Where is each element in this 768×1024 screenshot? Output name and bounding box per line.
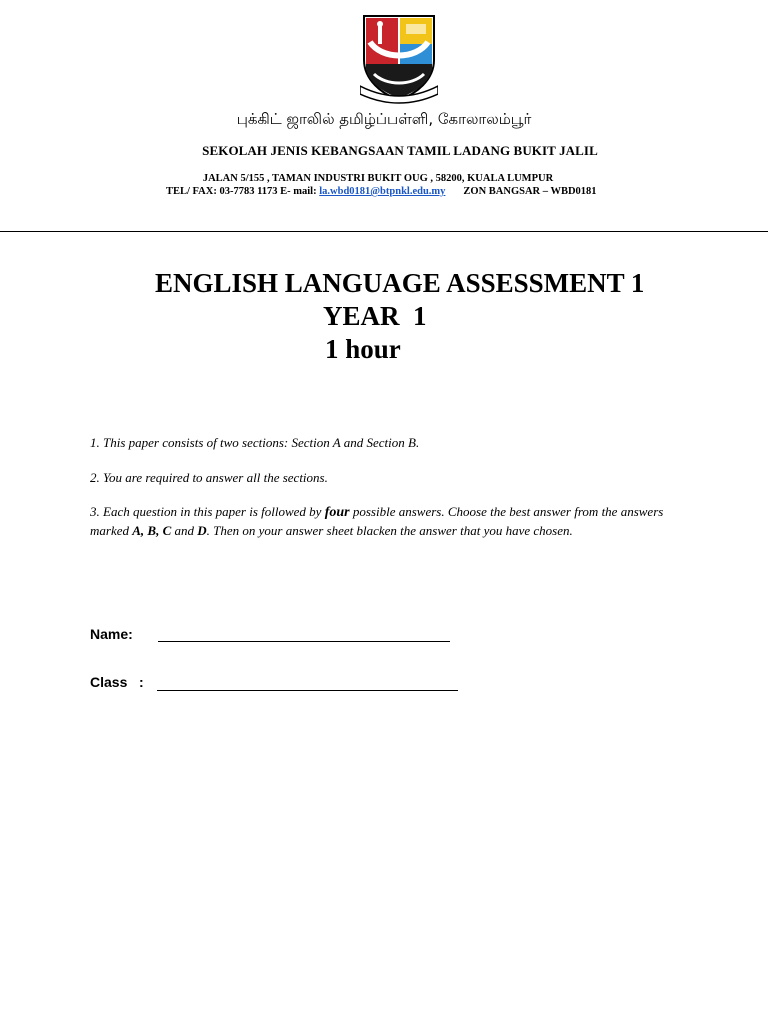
assessment-year: YEAR 1: [323, 301, 427, 331]
school-address: JALAN 5/155 , TAMAN INDUSTRI BUKIT OUG , 58200, KUALA LUMPUR: [202, 173, 554, 184]
instruction-1: 1. This paper consists of two sections: Section A and Section B.: [90, 435, 420, 450]
emphasis-four: four: [324, 505, 350, 520]
contact-line: [166, 186, 597, 197]
school-crest-logo: [360, 14, 438, 106]
instruction-2: 2. You are required to answer all the sections.: [90, 470, 328, 485]
school-name: SEKOLAH JENIS KEBANGSAAN TAMIL LADANG BUKIT JALIL: [202, 143, 598, 158]
header-divider: [0, 231, 768, 232]
name-label: Name:: [90, 626, 133, 642]
class-field[interactable]: [157, 690, 458, 691]
answer-option-d: D: [197, 523, 207, 538]
answer-options: A, B, C: [132, 523, 172, 538]
class-label: Class :: [90, 674, 144, 690]
assessment-duration: 1 hour: [325, 334, 401, 364]
school-name-tamil: புக்கிட் ஜாலில் தமிழ்ப்பள்ளி, கோலாலம்பூர்: [236, 110, 532, 128]
assessment-title: ENGLISH LANGUAGE ASSESSMENT 1: [155, 268, 645, 298]
instruction-3: 3. Each question in this paper is followed by four possible answers. Choose the best answer from the answers marked A, B, C and D. Then on your answer sheet blacken the answer that you have chosen.: [90, 504, 664, 538]
zone-code: ZON BANGSAR – WBD0181: [463, 186, 597, 197]
contact-phone: TEL/ FAX: 03-7783 1173 E- mail:: [166, 186, 320, 197]
email-link[interactable]: la.wbd0181@btpnkl.edu.my: [319, 186, 446, 197]
name-field[interactable]: [158, 641, 450, 642]
